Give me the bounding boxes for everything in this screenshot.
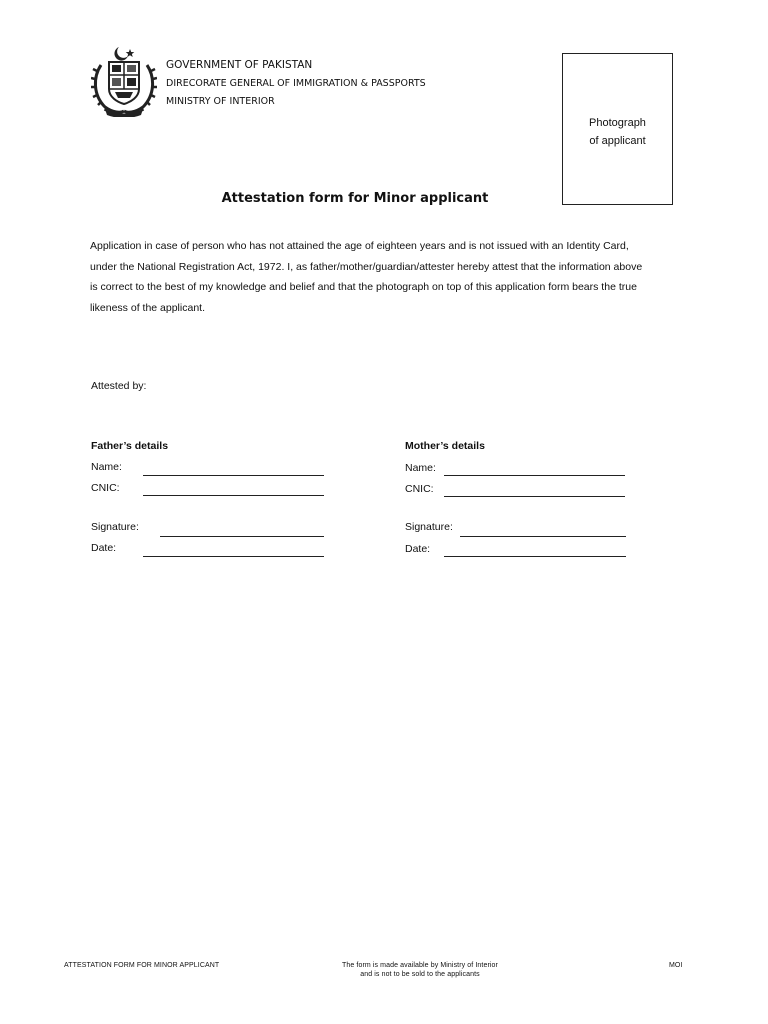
ministry-name: MINISTRY OF INTERIOR <box>166 96 275 107</box>
mother-cnic-label: CNIC: <box>405 483 434 495</box>
mother-signature-field[interactable] <box>460 536 626 537</box>
form-title: Attestation form for Minor applicant <box>221 191 489 206</box>
mother-name-label: Name: <box>405 462 436 474</box>
statement-line: Application in case of person who has not attained the age of eighteen years and is not issued with an Identity Card, <box>90 240 629 252</box>
footer-form-name: ATTESTATION FORM FOR MINOR APPLICANT <box>64 962 220 969</box>
mother-name-field[interactable] <box>444 475 625 476</box>
attested-by-label: Attested by: <box>91 380 147 392</box>
mothers-details-heading: Mother’s details <box>405 440 485 452</box>
father-date-field[interactable] <box>143 556 324 557</box>
father-name-field[interactable] <box>143 475 324 476</box>
directorate-name: DIRECORATE GENERAL OF IMMIGRATION & PASSPORTS <box>166 78 426 89</box>
mother-cnic-field[interactable] <box>444 496 625 497</box>
photograph-label-line-2: of applicant <box>589 135 646 147</box>
fathers-details-heading: Father’s details <box>91 440 169 452</box>
mother-signature-label: Signature: <box>405 521 453 533</box>
photograph-box <box>562 53 673 205</box>
statement-line: likeness of the applicant. <box>90 301 205 314</box>
statement-line: is correct to the best of my knowledge and belief and that the photograph on top of this application form bears the true <box>90 281 637 293</box>
footer-notice-line-2: and is not to be sold to the applicants <box>360 971 480 978</box>
father-cnic-label: CNIC: <box>91 482 120 494</box>
father-name-label: Name: <box>91 461 122 473</box>
footer-notice-line-1: The form is made available by Ministry of Interior <box>342 962 498 969</box>
state-emblem-icon <box>91 45 157 117</box>
father-signature-label: Signature: <box>91 521 139 533</box>
mother-date-field[interactable] <box>444 556 626 557</box>
mother-date-label: Date: <box>405 543 431 555</box>
statement-line: under the National Registration Act, 1972. I, as father/mother/guardian/attester hereby attest that the information above <box>90 260 643 273</box>
father-signature-field[interactable] <box>160 536 324 537</box>
footer-notice <box>300 961 540 979</box>
org-name: GOVERNMENT OF PAKISTAN <box>166 59 313 71</box>
father-cnic-field[interactable] <box>143 495 324 496</box>
attestation-statement <box>90 236 690 318</box>
father-date-label: Date: <box>91 542 117 554</box>
footer-moi: MOI <box>669 962 683 969</box>
photograph-label-line-1: Photograph <box>589 117 646 129</box>
